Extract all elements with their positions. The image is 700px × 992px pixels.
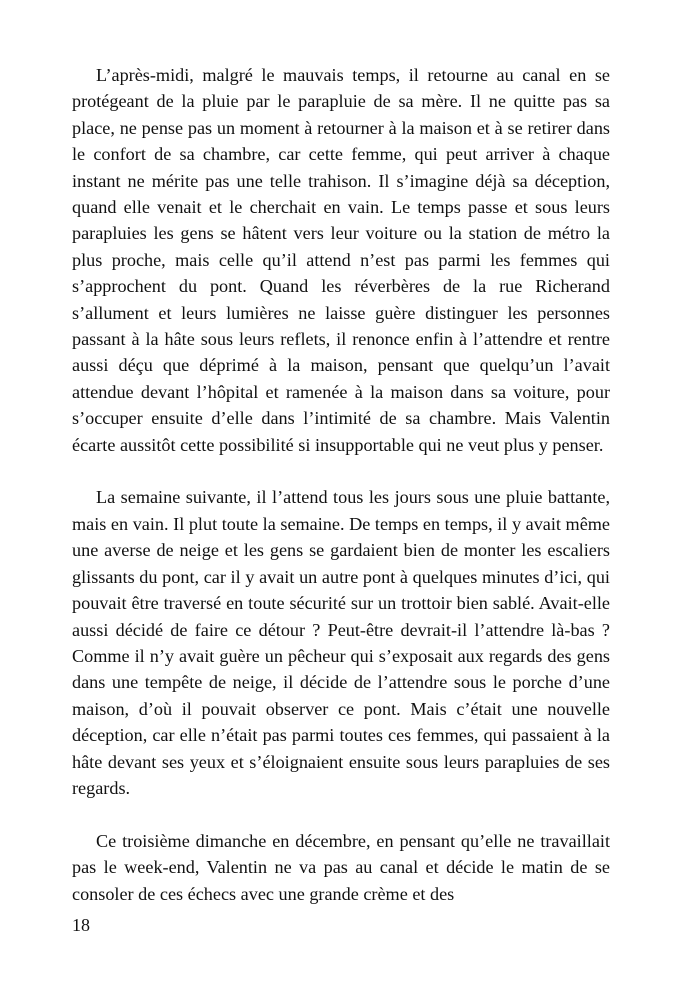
body-text [72,62,610,907]
page-number: 18 [72,915,90,935]
paragraph: La semaine suivante, il l’attend tous les jours sous une pluie battante, mais en vain. Il plut toute la semaine. De temps en temps, il y avait même une averse de neige et les gens se gardaient bien de monter les escaliers glissants du pont, car il y avait un autre pont à quelques minutes d’ici, qui pouvait être traversé en toute sécurité sur un trottoir bien sablé. Avait-elle aussi décidé de faire ce détour ? Peut-être devrait-il l’attendre là-bas ? Comme il n’y avait guère un pêcheur qui s’exposait aux regards des gens dans une tempête de neige, il décide de l’attendre sous le porche d’une maison, d’où il pouvait observer ce pont. Mais c’était une nouvelle déception, car elle n’était pas parmi toutes ces femmes, qui passaient à la hâte devant ses yeux et s’éloignaient ensuite sous leurs parapluies de ses regards. [72,487,610,798]
paragraph: L’après-midi, malgré le mauvais temps, il retourne au canal en se protégeant de la pluie par le parapluie de sa mère. Il ne quitte pas sa place, ne pense pas un moment à retourner à la maison et à se retirer dans le confort de sa chambre, car cette femme, qui peut arriver à chaque instant ne mérite pas une telle trahison. Il s’imagine déjà sa déception, quand elle venait et le cherchait en vain. Le temps passe et sous leurs parapluies les gens se hâtent vers leur voiture ou la station de métro la plus proche, mais celle qu’il attend n’est pas parmi les femmes qui s’approchent du pont. Quand les réverbères de la rue Richerand s’allument et leurs lumières ne laisse guère distinguer les personnes passant à la hâte sous leurs reflets, il renonce enfin à l’attendre et rentre aussi déçu que déprimé à la maison, pensant que quelqu’un l’avait attendue devant l’hôpital et ramenée à la maison dans sa voiture, pour s’occuper ensuite d’elle dans l’intimité de sa chambre. Mais Valentin écarte aussitôt cette possibilité si insupportable qui ne veut plus y penser. [72,65,610,455]
paragraph: Ce troisième dimanche en décembre, en pensant qu’elle ne travaillait pas le week-end, Valentin ne va pas au canal et décide le matin de se consoler de ces échecs avec une grande crème et des [72,830,610,904]
